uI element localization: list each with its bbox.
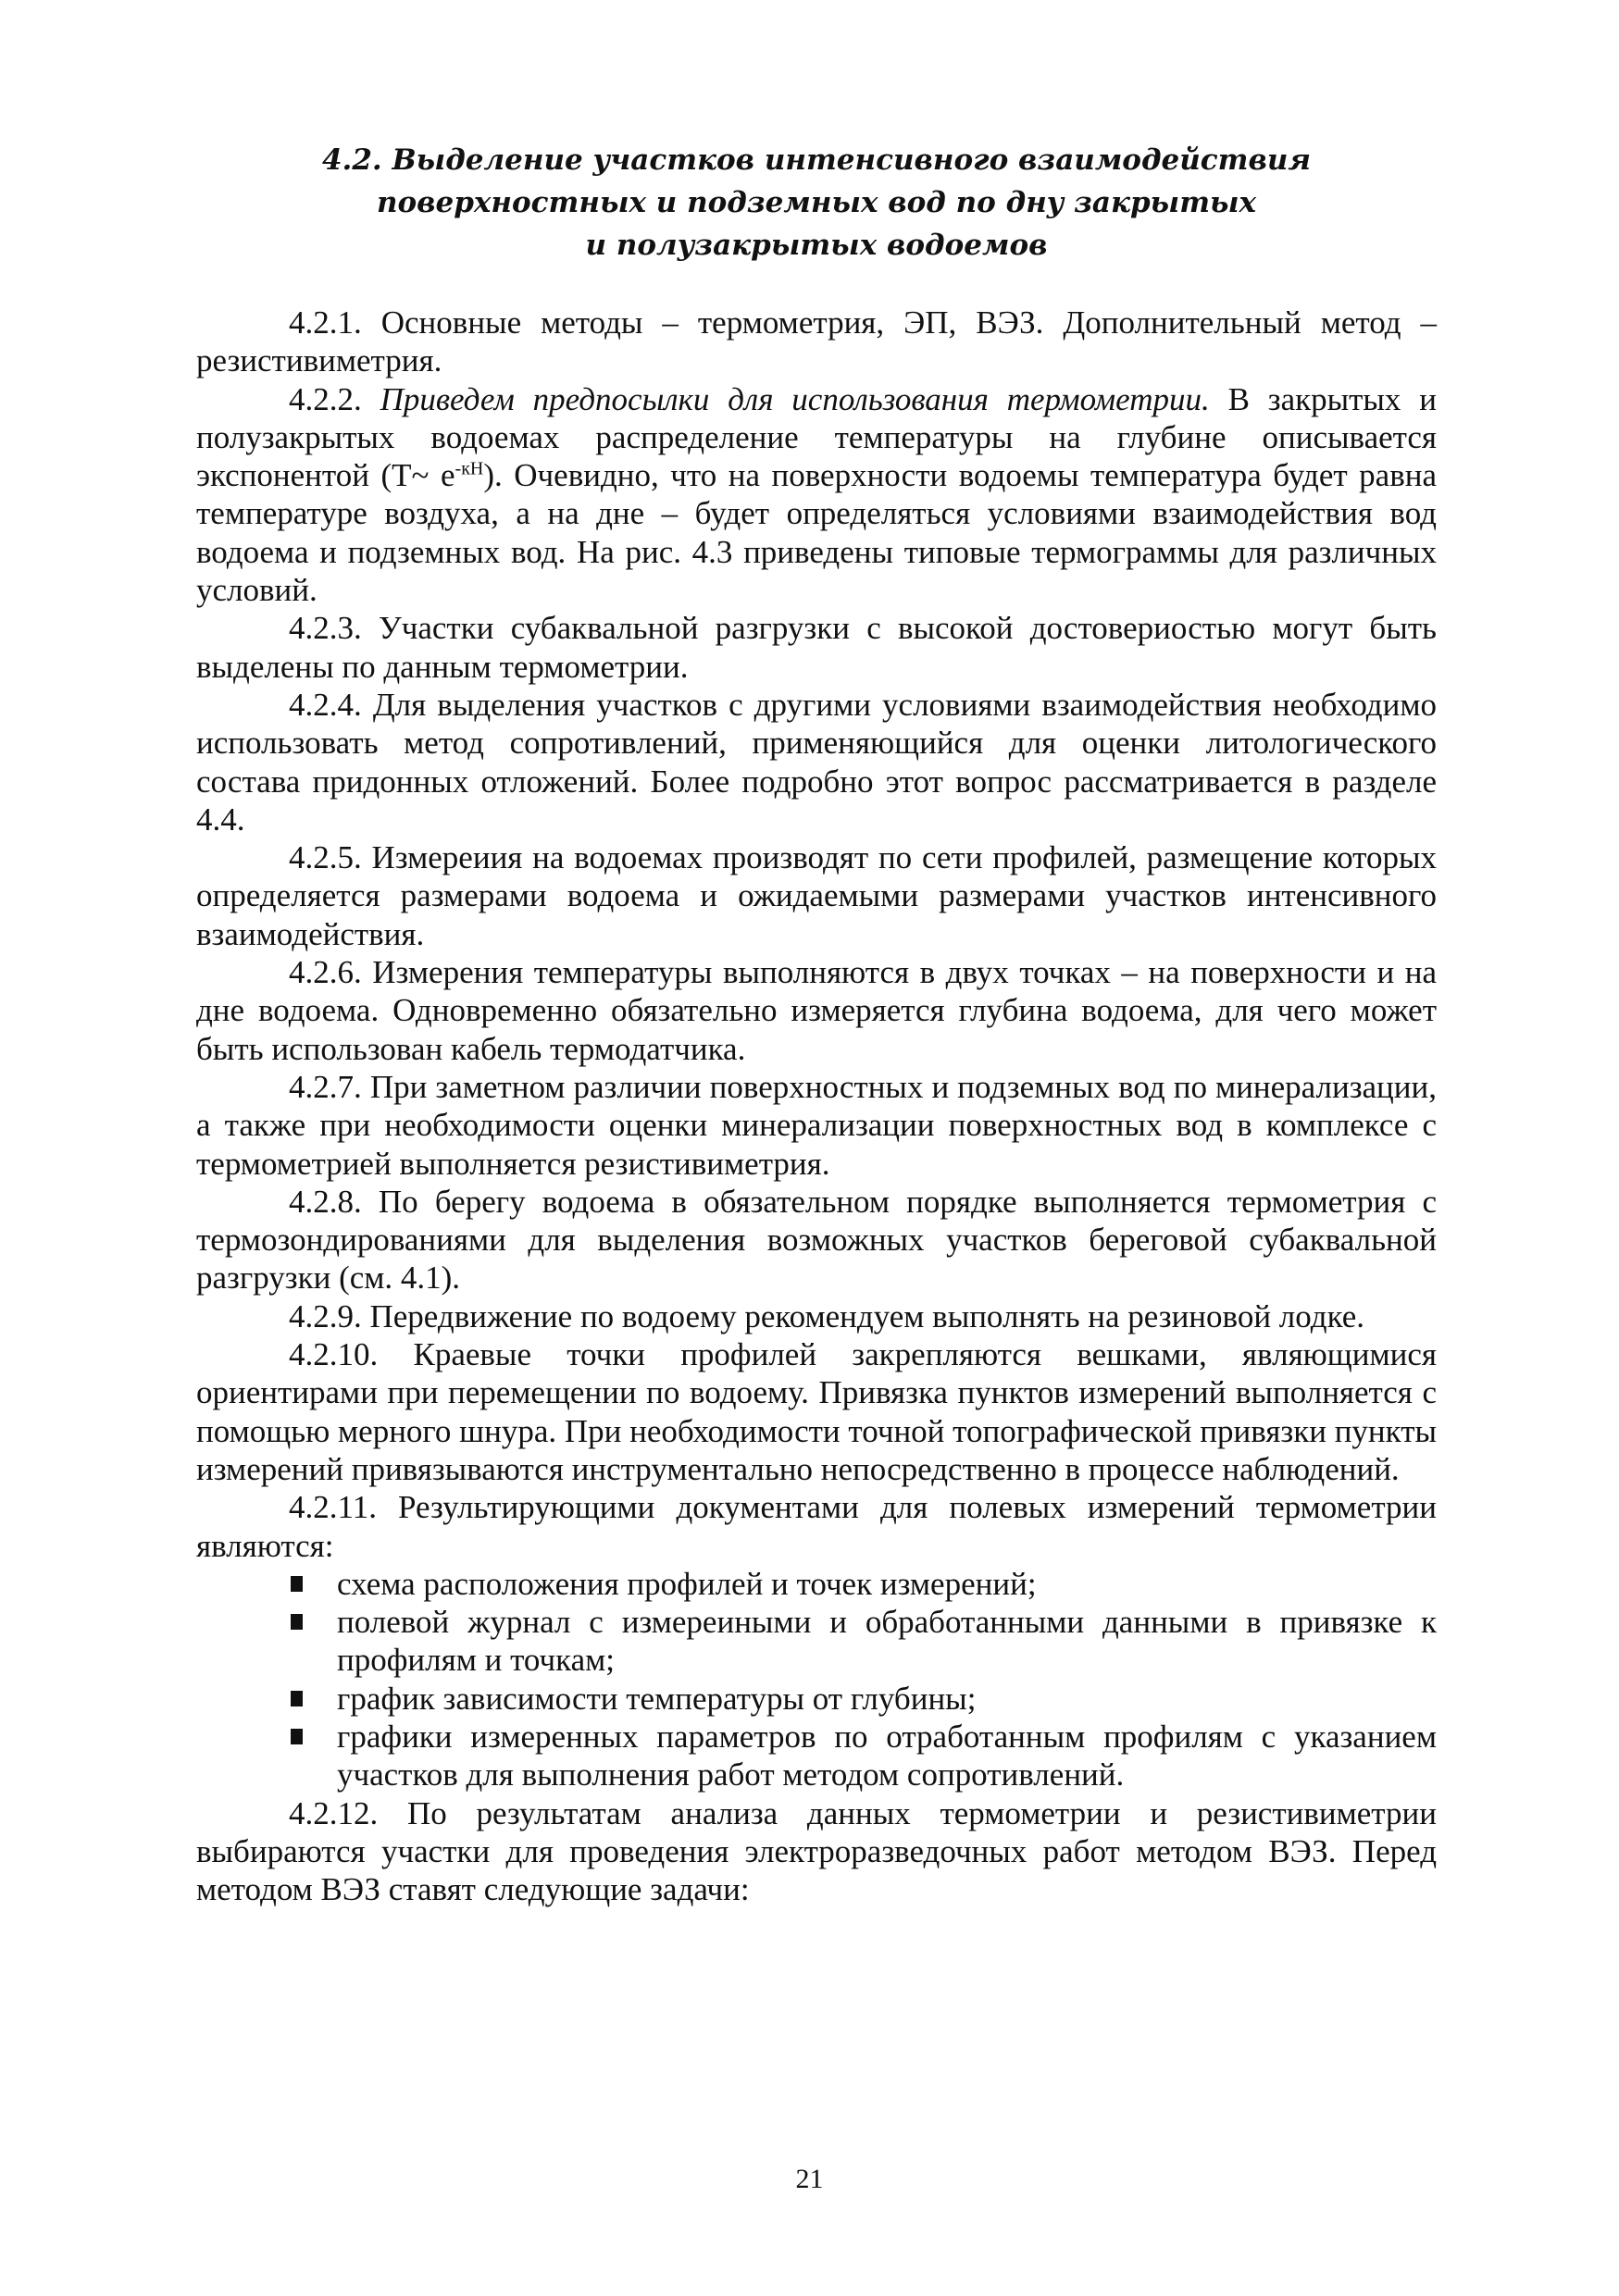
paragraph-number: 4.2.12. [289,1794,379,1831]
paragraph-4-2-12 [196,1794,1437,1909]
paragraph-4-2-1 [196,304,1437,380]
list-item-text: график зависимости температуры от глубины; [337,1680,977,1717]
section-heading [196,139,1437,267]
paragraph-text: Измерения температуры выполняются в двух точках – на поверхности и на дне водоема. Одновременно обязательно измеряется глубина водоема, для чего может быть использован кабель термодатчика. [196,954,1438,1067]
paragraph-text: Основные методы – термометрия, ЭП, ВЭЗ. Дополнительный метод – резистивиметрия. [196,304,1437,379]
paragraph-number: 4.2.6. [289,954,362,991]
paragraph-4-2-5 [196,838,1437,953]
paragraph-number: 4.2.9. [289,1297,362,1334]
page-number: 21 [795,2164,824,2194]
paragraph-text: По берегу водоема в обязательном порядке выполняется термометрия с термозондированиями для выделения возможных участков береговой субаквальной разгрузки (см. 4.1). [196,1183,1437,1297]
paragraph-4-2-11 [196,1488,1437,1565]
paragraph-4-2-4 [196,686,1437,838]
bullet-list [196,1565,1437,1794]
paragraph-4-2-10 [196,1335,1437,1488]
paragraph-4-2-7 [196,1068,1437,1183]
heading-line-2: поверхностных и подземных вод по дну закрытых [376,186,1257,219]
paragraph-number: 4.2.2. [289,380,362,417]
list-item [337,1603,1437,1680]
square-bullet-icon [291,1576,303,1592]
paragraph-number: 4.2.3. [289,610,362,647]
paragraph-4-2-9 [196,1297,1437,1335]
formula-exponent: -кH [455,458,484,479]
body-text [196,304,1437,1908]
paragraph-text: В закрытых и полузакрытых водоемах распределение температуры на глубине описывается экспонентой (T~ e [196,380,1437,494]
paragraph-4-2-2 [196,380,1437,610]
paragraph-text: Краевые точки профилей закрепляются вешками, являющимися ориентирами при перемещении по водоему. Привязка пунктов измерений выполняется с помощью мерного шнура. При необходимости точной топографической привязки пункты измерений привязываются инструментально непосредственно в процессе наблюдений. [196,1336,1438,1487]
paragraph-4-2-3 [196,609,1437,686]
heading-line-3: и полузакрытых водоемов [585,229,1048,262]
square-bullet-icon [291,1614,303,1630]
paragraph-text: Передвижение по водоему рекомендуем выполнять на резиновой лодке. [369,1297,1364,1334]
paragraph-text: Для выделения участков с другими условиями взаимодействия необходимо использовать метод сопротивлений, применяющийся для оценки литологического состава придонных отложений. Более подробно этот вопрос рассматривается в разделе 4.4. [196,686,1437,838]
paragraph-number: 4.2.1. [289,304,362,341]
paragraph-text-continued: ). Очевидно, что на поверхности водоемы температура будет равна температуре воздуха, а на дне – будет определяться условиями взаимодействия вод водоема и подземных вод. На рис. 4.3 приведены типовые термограммы для различных условий. [196,457,1437,609]
paragraph-text: Участки субаквальной разгрузки с высокой достовериостью могут быть выделены по данным термометрии. [196,610,1438,685]
list-item [337,1718,1437,1794]
heading-line-1: 4.2. Выделение участков интенсивного взаимодействия [321,143,1312,177]
paragraph-number: 4.2.7. [289,1068,362,1105]
list-item-text: полевой журнал с измереиными и обработанными данными в привязке к профилям и точкам; [337,1604,1437,1679]
list-item [337,1680,1437,1718]
paragraph-lead-italic: Приведем предпосылки для использования термометрии. [380,380,1210,417]
square-bullet-icon [291,1691,303,1706]
paragraph-number: 4.2.11. [289,1489,377,1526]
paragraph-text: По результатам анализа данных термометрии и резистивиметрии выбираются участки для проведения электроразведочных работ методом ВЭЗ. Перед методом ВЭЗ ставят следующие задачи: [196,1794,1437,1908]
page-content [196,139,1437,1908]
list-item-text: схема расположения профилей и точек измерений; [337,1565,1037,1602]
paragraph-number: 4.2.10. [289,1336,379,1373]
paragraph-text: При заметном различии поверхностных и подземных вод по минерализации, а также при необходимости оценки минерализации поверхностных вод в комплексе с термометрией выполняется резистивиметрия. [196,1068,1437,1182]
paragraph-number: 4.2.8. [289,1183,362,1220]
paragraph-4-2-8 [196,1183,1437,1297]
square-bullet-icon [291,1729,303,1744]
list-item [337,1565,1437,1603]
paragraph-text: Результирующими документами для полевых измерений термометрии являются: [196,1489,1438,1564]
list-item-text: графики измеренных параметров по отработанным профилям с указанием участков для выполнения работ методом сопротивлений. [337,1718,1437,1793]
paragraph-number: 4.2.4. [289,686,362,723]
paragraph-4-2-6 [196,953,1437,1068]
paragraph-number: 4.2.5. [289,839,362,876]
paragraph-text: Измереиия на водоемах производят по сети профилей, размещение которых определяется размерами водоема и ожидаемыми размерами участков интенсивного взаимодействия. [196,839,1437,952]
